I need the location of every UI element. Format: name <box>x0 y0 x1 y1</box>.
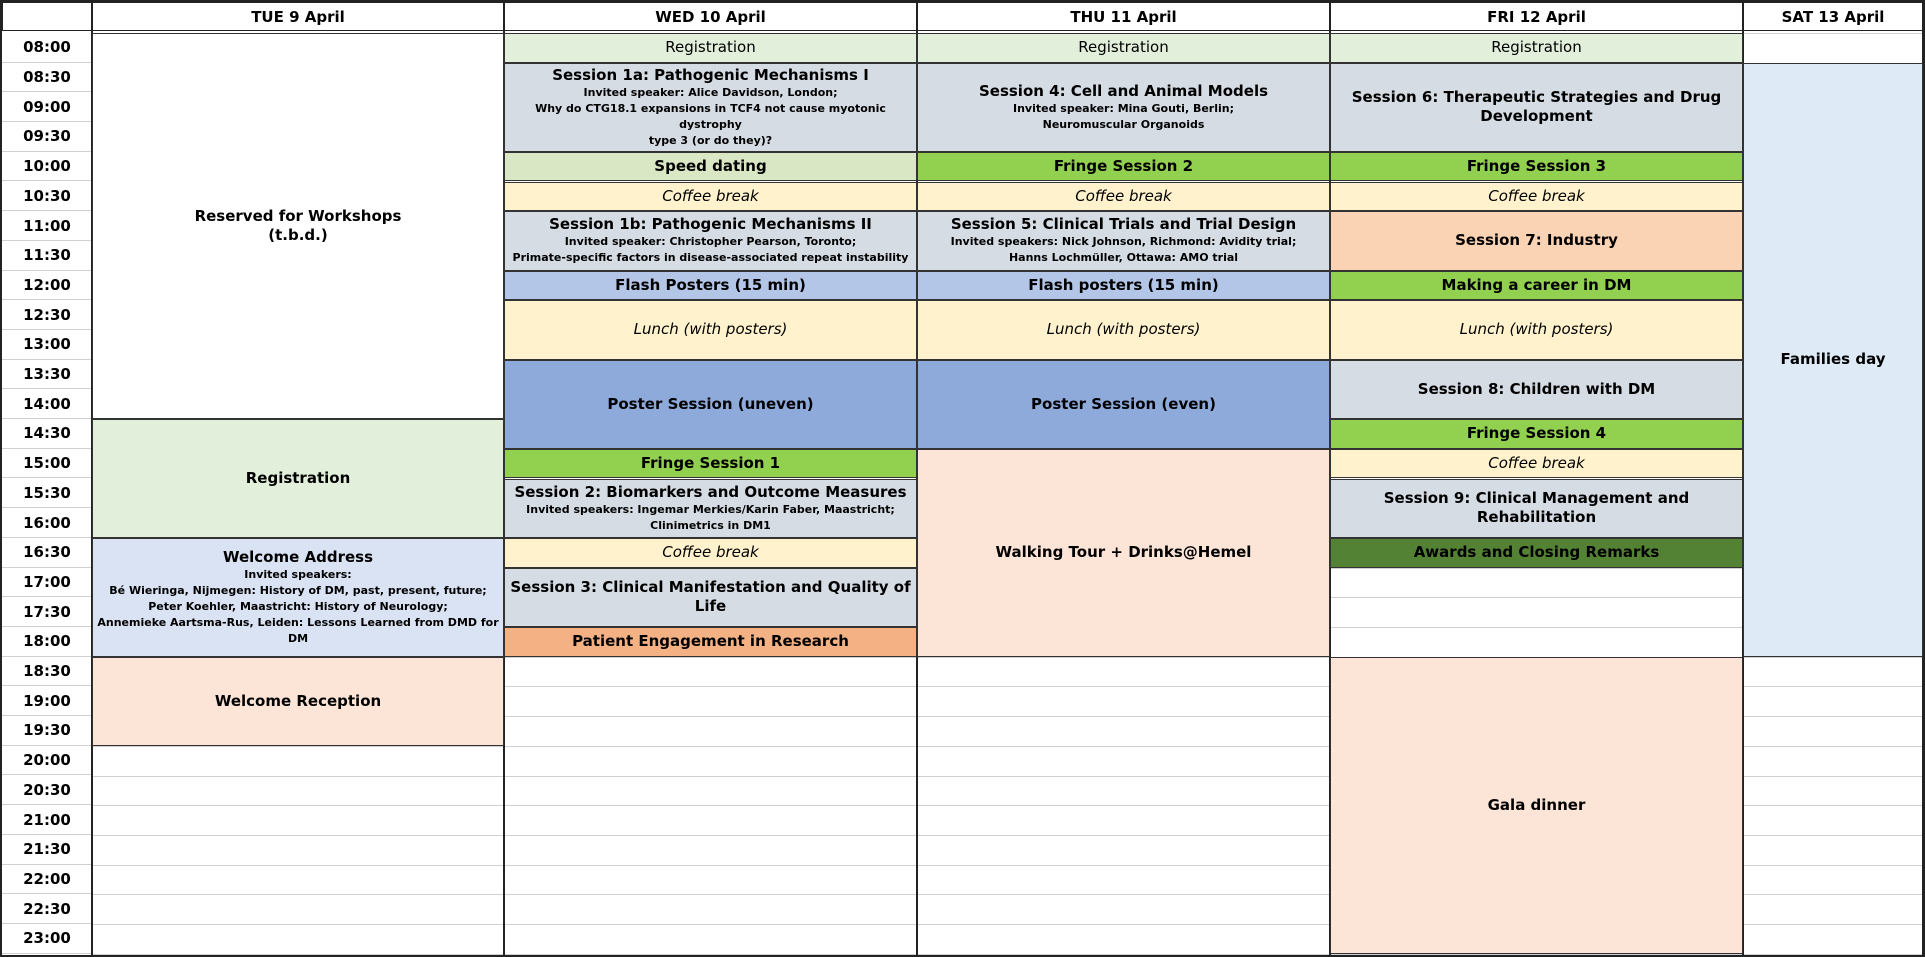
time-label: 20:00 <box>2 746 92 776</box>
event-families-day[interactable] <box>1743 63 1923 657</box>
event-detail: Hanns Lochmüller, Ottawa: AMO trial <box>1008 251 1239 265</box>
event-title: Registration <box>665 38 756 57</box>
event-session-8-children-with-dm[interactable] <box>1330 360 1743 419</box>
event-coffee-break[interactable] <box>1330 182 1743 212</box>
event-title: Registration <box>1491 38 1582 57</box>
event-title: Flash posters (15 min) <box>1028 275 1219 294</box>
event-detail: Invited speakers: Nick Johnson, Richmond: Avidity trial; <box>950 235 1297 249</box>
event-title: Coffee break <box>1488 454 1585 473</box>
time-label: 17:00 <box>2 568 92 598</box>
event-session-1a-pathogenic-mechanisms-i[interactable] <box>504 63 917 152</box>
time-label: 09:00 <box>2 92 92 122</box>
event-fringe-session-4[interactable] <box>1330 419 1743 449</box>
event-session-6-therapeutic-strategies-and-drug-development[interactable] <box>1330 63 1743 152</box>
event-title: Registration <box>1078 38 1169 57</box>
event-title: Fringe Session 2 <box>1053 157 1194 176</box>
event-detail: Invited speaker: Christopher Pearson, Toronto; <box>564 235 857 249</box>
event-title: Registration <box>245 468 351 487</box>
event-detail: Invited speaker: Mina Gouti, Berlin; <box>1012 101 1235 115</box>
event-title: Gala dinner <box>1487 795 1586 814</box>
event-title: Coffee break <box>1075 186 1172 205</box>
event-title: Session 4: Cell and Animal Models <box>978 81 1269 100</box>
event-title: Reserved for Workshops <box>194 207 402 226</box>
event-detail: Neuromuscular Organoids <box>1042 117 1205 131</box>
time-label: 16:30 <box>2 538 92 568</box>
event-session-1b-pathogenic-mechanisms-ii[interactable] <box>504 211 917 270</box>
event-detail: Bé Wieringa, Nijmegen: History of DM, past, present, future; <box>109 583 487 597</box>
event-title: Session 6: Therapeutic Strategies and Drug Development <box>1351 88 1722 126</box>
event-detail: type 3 (or do they)? <box>648 133 773 147</box>
event-title: Fringe Session 3 <box>1466 157 1607 176</box>
event-session-3-clinical-manifestation-and-quality-of-life[interactable] <box>504 568 917 627</box>
event-title: Coffee break <box>1488 186 1585 205</box>
event-detail: Annemieke Aartsma-Rus, Leiden: Lessons Learned from DMD for DM <box>97 615 499 645</box>
time-label: 11:00 <box>2 211 92 241</box>
time-label: 12:30 <box>2 300 92 330</box>
event-speed-dating[interactable] <box>504 152 917 182</box>
event-reserved-for-workshops[interactable] <box>92 33 504 419</box>
event-title: Session 1b: Pathogenic Mechanisms II <box>549 215 872 234</box>
event-title: Flash Posters (15 min) <box>615 275 806 294</box>
event-coffee-break[interactable] <box>917 182 1330 212</box>
event-title: Coffee break <box>662 186 759 205</box>
event-making-a-career-in-dm[interactable] <box>1330 271 1743 301</box>
event-title: Fringe Session 4 <box>1466 424 1607 443</box>
event-flash-posters-15-min[interactable] <box>504 271 917 301</box>
event-fringe-session-1[interactable] <box>504 449 917 479</box>
event-registration[interactable] <box>1330 33 1743 63</box>
time-label: 15:30 <box>2 479 92 509</box>
event-coffee-break[interactable] <box>504 182 917 212</box>
grid-row-line <box>92 954 1923 955</box>
event-title: Session 8: Children with DM <box>1417 379 1656 398</box>
day-header-sat-13-april: SAT 13 April <box>1743 2 1923 31</box>
day-header-fri-12-april: FRI 12 April <box>1330 2 1743 31</box>
event-title: Welcome Address <box>222 547 374 566</box>
event-poster-session-uneven[interactable] <box>504 360 917 449</box>
event-welcome-reception[interactable] <box>92 657 504 746</box>
event-registration[interactable] <box>92 419 504 538</box>
event-title: Session 3: Clinical Manifestation and Quality of Life <box>510 578 911 616</box>
event-detail: Peter Koehler, Maastricht: History of Neurology; <box>148 599 448 613</box>
time-label: 11:30 <box>2 241 92 271</box>
event-detail: (t.b.d.) <box>268 226 328 245</box>
time-label: 08:00 <box>2 33 92 63</box>
header-corner <box>2 2 92 31</box>
event-title: Lunch (with posters) <box>1046 320 1201 339</box>
time-label: 13:00 <box>2 330 92 360</box>
day-header-wed-10-april: WED 10 April <box>504 2 917 31</box>
time-label: 18:30 <box>2 657 92 687</box>
event-detail: Invited speakers: Ingemar Merkies/Karin Faber, Maastricht; <box>526 502 895 516</box>
event-title: Lunch (with posters) <box>1459 320 1614 339</box>
event-title: Awards and Closing Remarks <box>1413 543 1660 562</box>
event-title: Session 9: Clinical Management and Rehabilitation <box>1383 489 1690 527</box>
event-session-9-clinical-management-and-rehabilitation[interactable] <box>1330 479 1743 538</box>
time-label: 18:00 <box>2 627 92 657</box>
event-registration[interactable] <box>504 33 917 63</box>
event-flash-posters-15-min[interactable] <box>917 271 1330 301</box>
time-label: 19:30 <box>2 716 92 746</box>
event-title: Patient Engagement in Research <box>572 632 849 651</box>
event-title: Welcome Reception <box>214 691 382 710</box>
event-lunch-with-posters[interactable] <box>504 300 917 359</box>
event-patient-engagement-in-research[interactable] <box>504 627 917 657</box>
event-title: Lunch (with posters) <box>633 320 788 339</box>
event-session-5-clinical-trials-and-trial-design[interactable] <box>917 211 1330 270</box>
event-title: Making a career in DM <box>1441 275 1632 294</box>
event-title: Poster Session (even) <box>1031 394 1216 413</box>
event-awards-and-closing-remarks[interactable] <box>1330 538 1743 568</box>
day-header-thu-11-april: THU 11 April <box>917 2 1330 31</box>
event-session-4-cell-and-animal-models[interactable] <box>917 63 1330 152</box>
event-title: Session 5: Clinical Trials and Trial Design <box>950 215 1297 234</box>
event-coffee-break[interactable] <box>504 538 917 568</box>
time-label: 10:30 <box>2 182 92 212</box>
time-label: 22:30 <box>2 894 92 924</box>
event-title: Fringe Session 1 <box>640 454 781 473</box>
event-lunch-with-posters[interactable] <box>1330 300 1743 359</box>
time-label: 14:00 <box>2 389 92 419</box>
event-lunch-with-posters[interactable] <box>917 300 1330 359</box>
event-detail: Invited speaker: Alice Davidson, London; <box>583 85 838 99</box>
time-label: 19:00 <box>2 686 92 716</box>
day-header-tue-9-april: TUE 9 April <box>92 2 504 31</box>
time-label: 08:30 <box>2 63 92 93</box>
event-session-2-biomarkers-and-outcome-measures[interactable] <box>504 479 917 538</box>
time-label: 15:00 <box>2 449 92 479</box>
event-registration[interactable] <box>917 33 1330 63</box>
time-label: 09:30 <box>2 122 92 152</box>
event-session-7-industry[interactable] <box>1330 211 1743 270</box>
time-label: 21:00 <box>2 805 92 835</box>
event-poster-session-even[interactable] <box>917 360 1330 449</box>
event-title: Speed dating <box>654 157 767 176</box>
event-title: Families day <box>1780 350 1886 369</box>
event-gala-dinner[interactable] <box>1330 657 1743 954</box>
time-label: 21:30 <box>2 835 92 865</box>
time-label: 20:30 <box>2 776 92 806</box>
time-label: 16:00 <box>2 508 92 538</box>
time-label: 10:00 <box>2 152 92 182</box>
event-detail: Primate-specific factors in disease-associated repeat instability <box>512 251 909 265</box>
event-welcome-address[interactable] <box>92 538 504 657</box>
event-title: Coffee break <box>662 543 759 562</box>
event-fringe-session-3[interactable] <box>1330 152 1743 182</box>
time-label: 17:30 <box>2 597 92 627</box>
event-title: Session 7: Industry <box>1455 231 1618 250</box>
event-detail: Why do CTG18.1 expansions in TCF4 not cause myotonic dystrophy <box>535 101 886 131</box>
time-label: 14:30 <box>2 419 92 449</box>
event-fringe-session-2[interactable] <box>917 152 1330 182</box>
event-detail: Invited speakers: <box>244 567 352 581</box>
event-title: Poster Session (uneven) <box>607 394 814 413</box>
time-label: 22:00 <box>2 865 92 895</box>
event-coffee-break[interactable] <box>1330 449 1743 479</box>
event-title: Session 1a: Pathogenic Mechanisms I <box>552 65 869 84</box>
time-label: 13:30 <box>2 360 92 390</box>
event-walking-tour-drinks-hemel[interactable] <box>917 449 1330 657</box>
time-label: 12:00 <box>2 271 92 301</box>
event-title: Session 2: Biomarkers and Outcome Measures <box>514 482 907 501</box>
time-label: 23:00 <box>2 924 92 954</box>
event-detail: Clinimetrics in DM1 <box>650 518 771 532</box>
event-title: Walking Tour + Drinks@Hemel <box>995 543 1252 562</box>
